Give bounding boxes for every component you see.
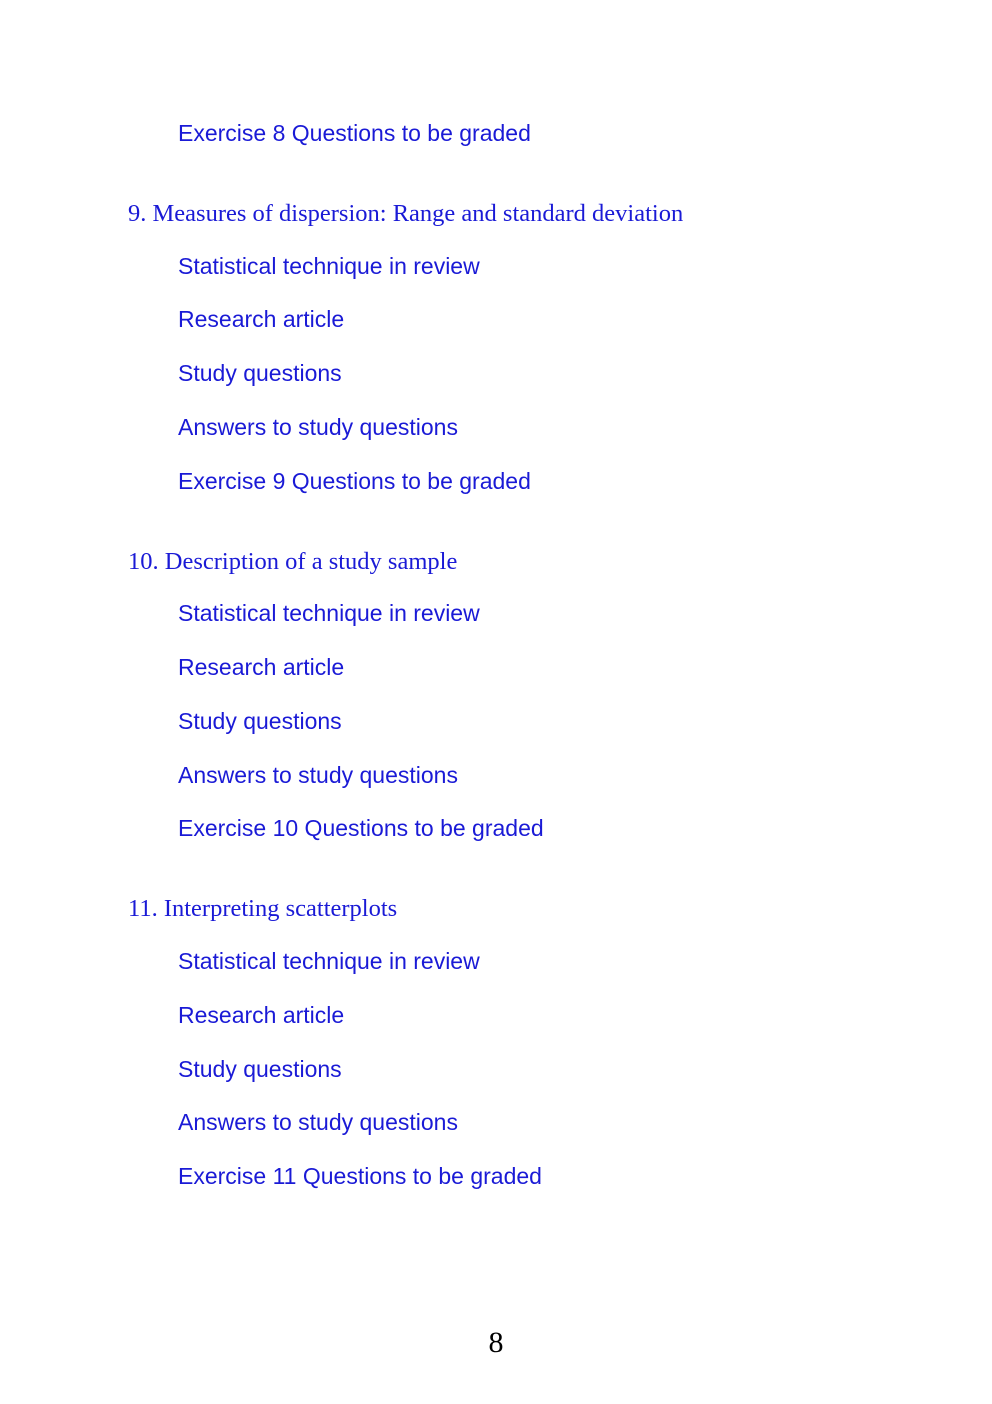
toc-link-ch11-study-questions[interactable]: Study questions: [178, 1056, 342, 1082]
toc-link-ch9-study-questions[interactable]: Study questions: [178, 360, 342, 386]
toc-link-ch9-technique[interactable]: Statistical technique in review: [178, 253, 480, 279]
toc-link-ch9-article[interactable]: Research article: [178, 306, 345, 332]
page-number: 8: [488, 1326, 504, 1359]
toc-link-ch11-article[interactable]: Research article: [178, 1002, 345, 1028]
toc-link-ch10-technique[interactable]: Statistical technique in review: [178, 600, 480, 626]
toc-link-exercise-8[interactable]: Exercise 8 Questions to be graded: [178, 120, 531, 146]
toc-link-ch9-answers[interactable]: Answers to study questions: [178, 414, 458, 440]
toc-link-ch9-exercise[interactable]: Exercise 9 Questions to be graded: [178, 468, 531, 494]
toc-link-ch11-technique[interactable]: Statistical technique in review: [178, 948, 480, 974]
toc-link-ch10-exercise[interactable]: Exercise 10 Questions to be graded: [178, 815, 544, 841]
toc-link-ch11-answers[interactable]: Answers to study questions: [178, 1109, 458, 1135]
toc-link-ch10-study-questions[interactable]: Study questions: [178, 708, 342, 734]
toc-chapter-10-link[interactable]: 10. Description of a study sample: [128, 548, 458, 575]
toc-chapter-11-link[interactable]: 11. Interpreting scatterplots: [128, 895, 398, 922]
toc-chapter-9-link[interactable]: 9. Measures of dispersion: Range and standard deviation: [128, 200, 684, 227]
toc-link-ch11-exercise[interactable]: Exercise 11 Questions to be graded: [178, 1163, 542, 1189]
toc-link-ch10-article[interactable]: Research article: [178, 654, 345, 680]
toc-link-ch10-answers[interactable]: Answers to study questions: [178, 762, 458, 788]
